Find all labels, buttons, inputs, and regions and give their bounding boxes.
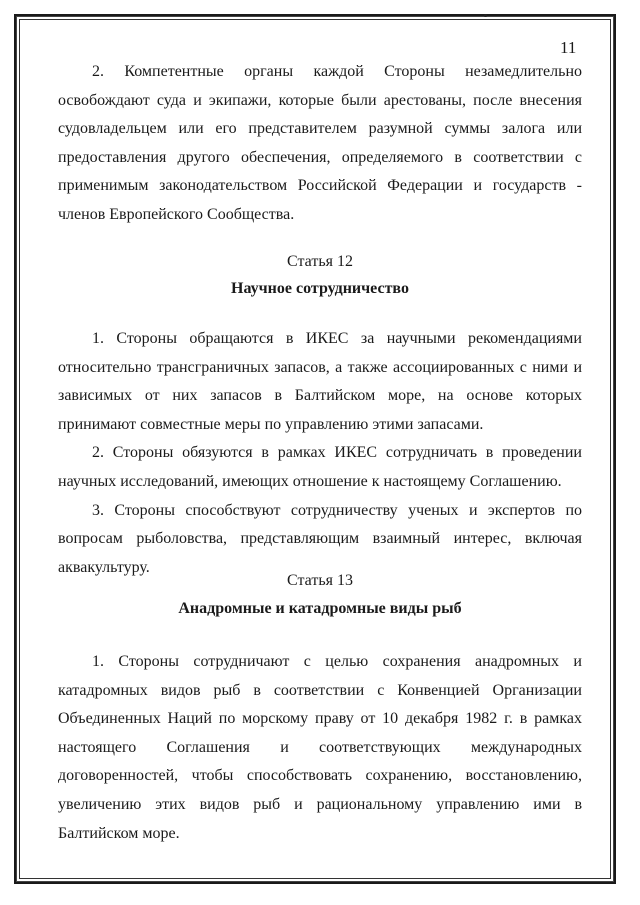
page-number: 11	[560, 38, 577, 57]
paragraph: 1. Стороны обращаются в ИКЕС за научными рекомендациями относительно трансграничных запасов, а также ассоциированных с ними и зависимых от них запасов в Балтийском море, на основе которых принимают совместные меры по управлению этими запасами.	[58, 330, 582, 433]
article-13-title: Анадромные и катадромные виды рыб	[178, 600, 462, 617]
article-13-text	[58, 648, 582, 848]
paragraph: 2. Стороны обязуются в рамках ИКЕС сотрудничать в проведении научных исследований, имеющих отношение к настоящему Соглашению.	[58, 444, 582, 490]
article-12-number: Статья 12	[287, 253, 353, 270]
paragraph: 3. Стороны способствуют сотрудничеству ученых и экспертов по вопросам рыболовства, представляющим взаимный интерес, включая аквакультуру.	[58, 501, 582, 576]
paragraph: 1. Стороны сотрудничают с целью сохранения анадромных и катадромных видов рыб в соответствии с Конвенцией Организации Объединенных Наций по морскому праву от 10 декабря 1982 г. в рамках настоящего Соглашения и соответствующих международных договоренностей, чтобы способствовать сохранению, восстановлению, увеличению этих видов рыб и рациональному управлению ими в Балтийском море.	[58, 653, 582, 842]
article-13-number: Статья 13	[287, 572, 353, 589]
paragraph: 2. Компетентные органы каждой Стороны незамедлительно освобождают суда и экипажи, которые были арестованы, после внесения судовладельцем или его представителем разумной суммы залога или предоставления другого обеспечения, определяемого в соответствии с применимым законодательством Российской Федерации и государств - членов Европейского Сообщества.	[58, 63, 582, 223]
article-12-text	[58, 325, 582, 582]
article-12-title: Научное сотрудничество	[231, 280, 409, 297]
article-11-text	[58, 58, 582, 230]
scan-speck	[484, 14, 487, 17]
